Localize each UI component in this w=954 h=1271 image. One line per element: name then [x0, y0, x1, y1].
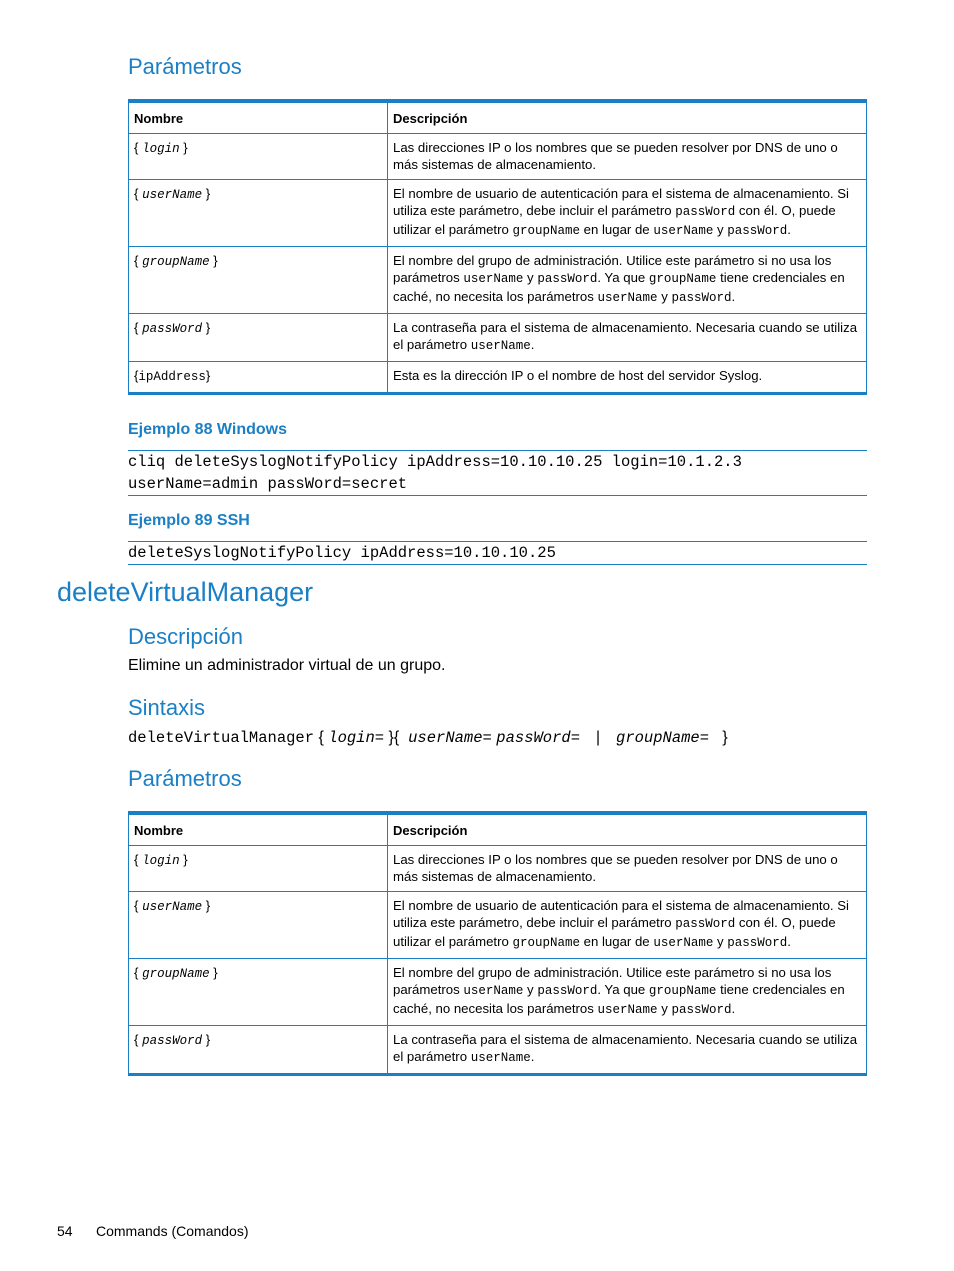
param-name-cell: { userName }: [129, 892, 388, 959]
table-row: [129, 846, 867, 892]
command-title: deleteVirtualManager: [57, 577, 314, 607]
param-name-cell: {ipAddress}: [129, 362, 388, 394]
syntax-password: passWord=: [496, 729, 581, 747]
param-name: passWord: [142, 322, 203, 336]
example-89-code: deleteSyslogNotifyPolicy ipAddress=10.10.10.25: [128, 541, 867, 565]
param-name: ipAddress: [138, 370, 206, 384]
param-name: passWord: [142, 1034, 203, 1048]
param-name: groupName: [142, 255, 210, 269]
params-table-2: [128, 811, 867, 1076]
param-name-cell: { groupName }: [129, 247, 388, 314]
table-header-row: [129, 813, 867, 846]
description-heading: Descripción: [128, 624, 243, 649]
syntax-login: login=: [328, 729, 385, 747]
params-heading-2: Parámetros: [128, 766, 242, 791]
column-header-name: Nombre: [129, 101, 388, 134]
params-table: [128, 99, 867, 395]
param-name-cell: { groupName }: [129, 959, 388, 1026]
table-row: [129, 892, 867, 959]
example-88-code: cliq deleteSyslogNotifyPolicy ipAddress=10.10.10.25 login=10.1.2.3 userName=admin passWord=secret: [128, 450, 867, 496]
table-row: [129, 362, 867, 394]
syntax-line: [128, 729, 728, 747]
syntax-brace: }: [388, 729, 394, 746]
param-description: El nombre del grupo de administración. Utilice este parámetro si no usa los parámetros userName y passWord. Ya que groupName tiene credenciales en caché, no necesita los parámetros userName y passWord.: [388, 959, 867, 1026]
param-name: login: [142, 142, 180, 156]
syntax-command: deleteVirtualManager: [128, 729, 315, 747]
param-name-cell: { passWord }: [129, 314, 388, 362]
syntax-groupname: groupName=: [616, 729, 710, 747]
param-description: La contraseña para el sistema de almacenamiento. Necesaria cuando se utiliza el parámetro userName.: [388, 314, 867, 362]
param-name: groupName: [142, 967, 210, 981]
param-name: userName: [142, 900, 203, 914]
syntax-pipe: |: [593, 729, 603, 747]
param-description: El nombre de usuario de autenticación para el sistema de almacenamiento. Si utiliza este parámetro, debe incluir el parámetro passWord con él. O, puede utilizar el parámetro groupName en lugar de userName y passWord.: [388, 892, 867, 959]
column-header-name: Nombre: [129, 813, 388, 846]
param-description: La contraseña para el sistema de almacenamiento. Necesaria cuando se utiliza el parámetro userName.: [388, 1026, 867, 1075]
table-header-row: [129, 101, 867, 134]
syntax-heading: Sintaxis: [128, 695, 206, 720]
syntax-brace: }: [722, 729, 728, 746]
syntax-brace: {: [318, 729, 324, 746]
param-description: Las direcciones IP o los nombres que se pueden resolver por DNS de uno o más sistemas de almacenamiento.: [388, 134, 867, 180]
example-89-title: Ejemplo 89 SSH: [128, 512, 250, 529]
syntax-brace: {: [393, 729, 400, 746]
table-row: [129, 314, 867, 362]
table-row: [129, 247, 867, 314]
param-name: login: [142, 854, 180, 868]
page-number: 54: [57, 1223, 73, 1239]
footer-section: Commands (Comandos): [96, 1223, 249, 1239]
param-name: userName: [142, 188, 203, 202]
table-row: [129, 134, 867, 180]
param-description: El nombre del grupo de administración. Utilice este parámetro si no usa los parámetros userName y passWord. Ya que groupName tiene credenciales en caché, no necesita los parámetros userName y passWord.: [388, 247, 867, 314]
param-name-cell: { userName }: [129, 180, 388, 247]
description-text: Elimine un administrador virtual de un grupo.: [128, 657, 446, 674]
params-heading: Parámetros: [128, 54, 242, 79]
param-name-cell: { passWord }: [129, 1026, 388, 1075]
param-description: El nombre de usuario de autenticación para el sistema de almacenamiento. Si utiliza este parámetro, debe incluir el parámetro passWord con él. O, puede utilizar el parámetro groupName en lugar de userName y passWord.: [388, 180, 867, 247]
param-name-cell: { login }: [129, 134, 388, 180]
example-88-title: Ejemplo 88 Windows: [128, 421, 287, 438]
column-header-description: Descripción: [388, 101, 867, 134]
column-header-description: Descripción: [388, 813, 867, 846]
table-row: [129, 1026, 867, 1075]
syntax-username: userName=: [408, 729, 492, 747]
param-name-cell: { login }: [129, 846, 388, 892]
param-description: Esta es la dirección IP o el nombre de host del servidor Syslog.: [388, 362, 867, 394]
table-row: [129, 959, 867, 1026]
param-description: Las direcciones IP o los nombres que se pueden resolver por DNS de uno o más sistemas de almacenamiento.: [388, 846, 867, 892]
table-row: [129, 180, 867, 247]
